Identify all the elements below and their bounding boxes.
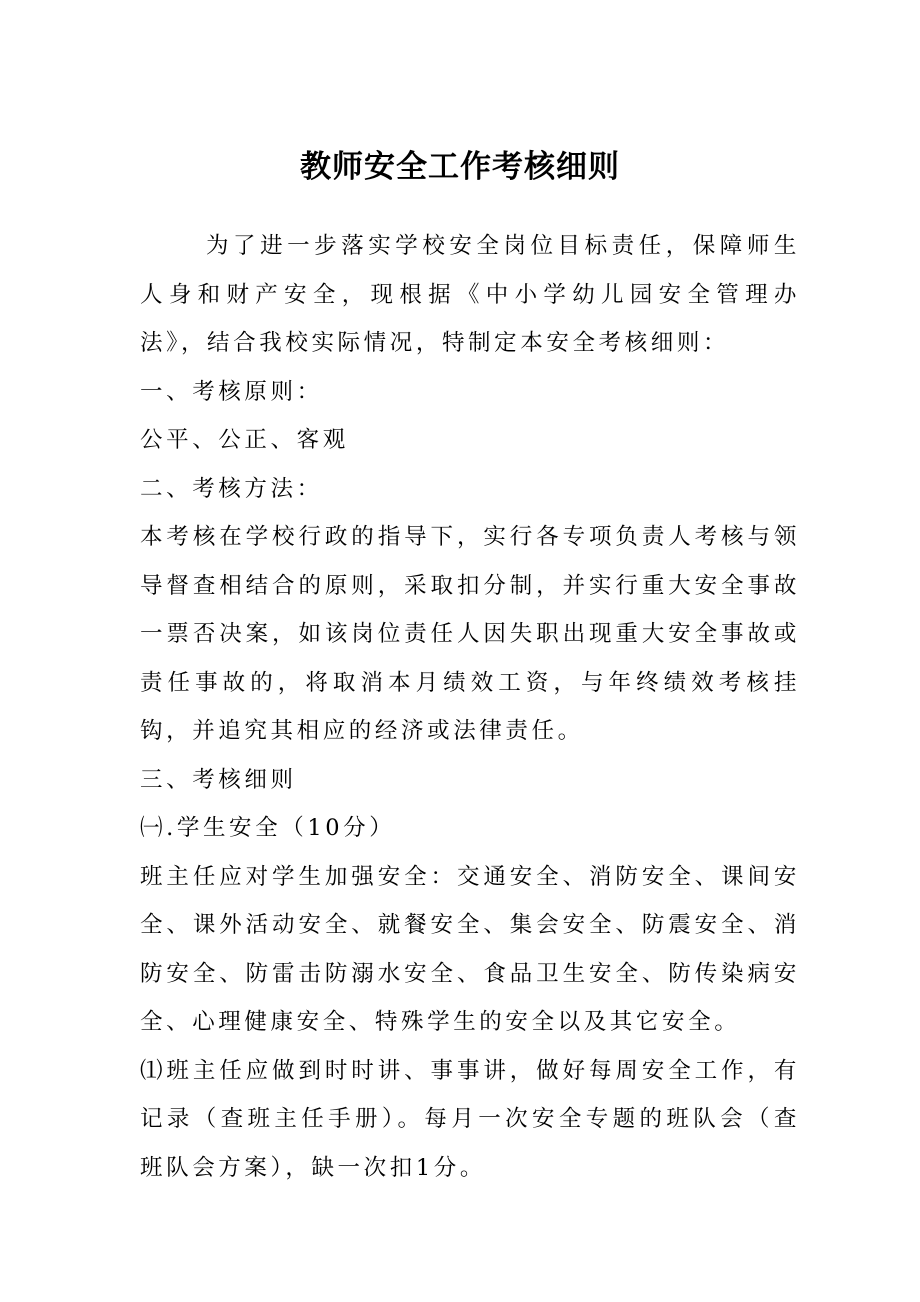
section-3-heading: 三、考核细则	[140, 766, 297, 793]
document-title: 教师安全工作考核细则	[300, 149, 620, 185]
section-2-heading: 二、考核方法：	[140, 475, 323, 502]
item-1-text: ⑴班主任应做到时时讲、事事讲，做好每周安全工作，有记录（查班主任手册）。每月一次安全专题的班队会（查班队会方案），缺一次扣1分。	[140, 1057, 800, 1181]
intro-paragraph: 为了进一步落实学校安全岗位目标责任，保障师生人身和财产安全，现根据《中小学幼儿园安全管理办法》，结合我校实际情况，特制定本安全考核细则：	[140, 233, 800, 356]
subsection-1-heading: ㈠.学生安全（10分）	[140, 815, 396, 841]
document-body	[140, 222, 800, 1192]
section-1-heading: 一、考核原则：	[140, 378, 323, 405]
section-2-text: 本考核在学校行政的指导下，实行各专项负责人考核与领导督查相结合的原则，采取扣分制，并实行重大安全事故一票否决案，如该岗位责任人因失职出现重大安全事故或责任事故的，将取消本月绩效工资，与年终绩效考核挂钩，并追究其相应的经济或法律责任。	[140, 524, 800, 744]
subsection-1-text: 班主任应对学生加强安全：交通安全、消防安全、课间安全、课外活动安全、就餐安全、集会安全、防震安全、消防安全、防雷击防溺水安全、食品卫生安全、防传染病安全、心理健康安全、特殊学生的安全以及其它安全。	[140, 863, 800, 1035]
section-1-text: 公平、公正、客观	[140, 427, 349, 453]
